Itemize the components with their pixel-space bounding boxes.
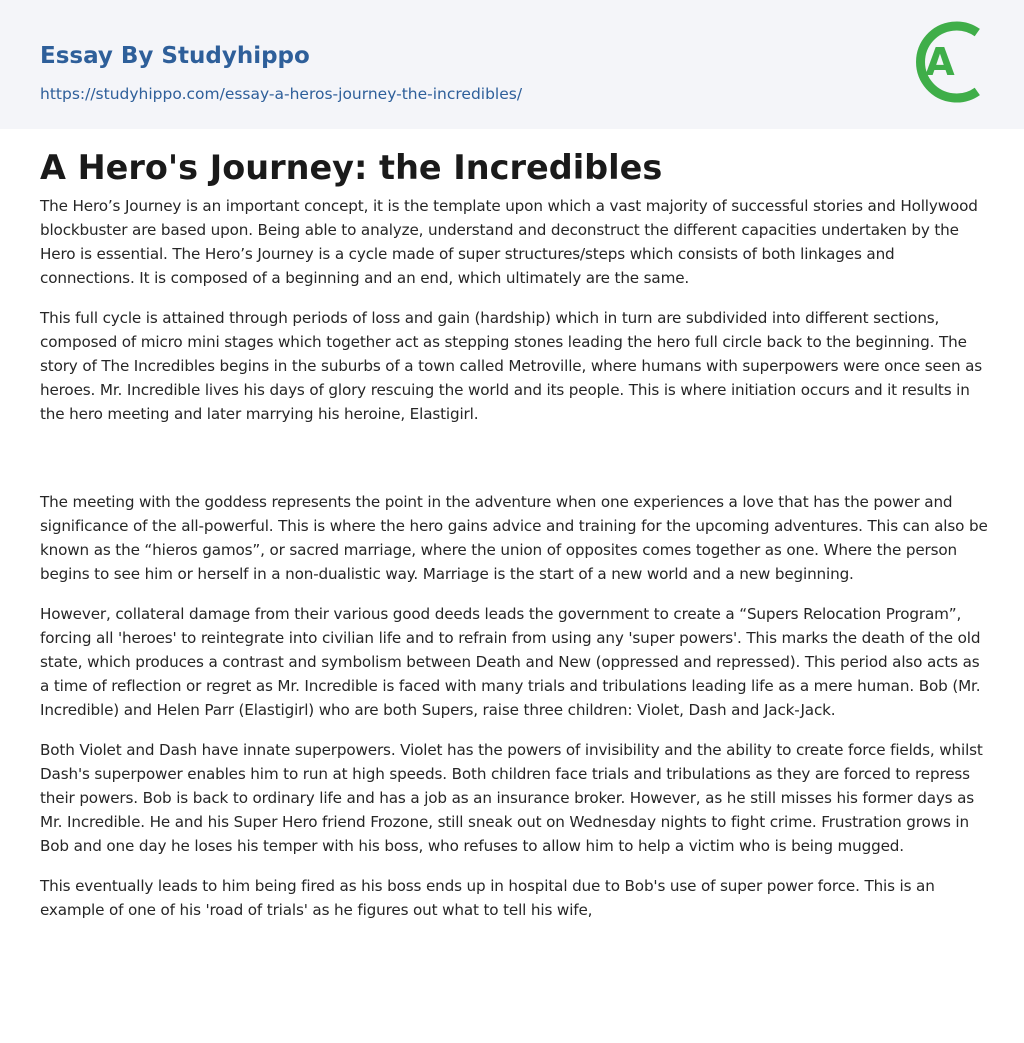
essay-paragraph-6: This eventually leads to him being fired as his boss ends up in hospital due to Bob's use of super power force. This is an example of one of his 'road of trials' as he figures out what to tell his wife, bbox=[40, 877, 935, 919]
essay-url-link[interactable]: https://studyhippo.com/essay-a-heros-journey-the-incredibles/ bbox=[40, 85, 523, 103]
site-brand-title[interactable]: Essay By Studyhippo bbox=[40, 43, 310, 69]
studyhippo-logo-icon[interactable] bbox=[910, 18, 990, 108]
essay-paragraph-1: The Hero’s Journey is an important concept, it is the template upon which a vast majority of successful stories and Hollywood blockbuster are based upon. Being able to analyze, understand and deconstruct the different capacities undertaken by the Hero is essential. The Hero’s Journey is a cycle made of super structures/steps which consists of both linkages and connections. It is composed of a beginning and an end, which ultimately are the same. bbox=[40, 197, 978, 287]
essay-paragraph-4: However, collateral damage from their various good deeds leads the government to create a “Supers Relocation Program”, forcing all 'heroes' to reintegrate into civilian life and to refrain from using any 'super powers'. This marks the death of the old state, which produces a contrast and symbolism between Death and New (oppressed and repressed). This period also acts as a time of reflection or regret as Mr. Incredible is faced with many trials and tribulations leading life as a mere human. Bob (Mr. Incredible) and Helen Parr (Elastigirl) who are both Supers, raise three children: Violet, Dash and Jack-Jack. bbox=[40, 605, 981, 719]
essay-paragraph-2: This full cycle is attained through periods of loss and gain (hardship) which in turn are subdivided into different sections, composed of micro mini stages which together act as stepping stones leading the hero full circle back to the beginning. The story of The Incredibles begins in the suburbs of a town called Metroville, where humans with superpowers were once seen as heroes. Mr. Incredible lives his days of glory rescuing the world and its people. This is where initiation occurs and it results in the hero meeting and later marrying his heroine, Elastigirl. bbox=[40, 309, 983, 423]
essay-title: A Hero's Journey: the Incredibles bbox=[40, 148, 663, 187]
essay-article bbox=[40, 146, 988, 922]
essay-paragraph-3: The meeting with the goddess represents the point in the adventure when one experiences a love that has the power and significance of the all-powerful. This is where the hero gains advice and training for the upcoming adventures. This can also be known as the “hieros gamos”, or sacred marriage, where the union of opposites comes together as one. Where the person begins to see him or herself in a non-dualistic way. Marriage is the start of a new world and a new beginning. bbox=[40, 493, 988, 583]
logo-letter: A bbox=[925, 40, 955, 84]
essay-paragraph-5: Both Violet and Dash have innate superpowers. Violet has the powers of invisibility and the ability to create force fields, whilst Dash's superpower enables him to run at high speeds. Both children face trials and tribulations as they are forced to repress their powers. Bob is back to ordinary life and has a job as an insurance broker. However, as he still misses his former days as Mr. Incredible. He and his Super Hero friend Frozone, still sneak out on Wednesday nights to fight crime. Frustration grows in Bob and one day he loses his temper with his boss, who refuses to allow him to help a victim who is being mugged. bbox=[40, 741, 983, 855]
site-header bbox=[0, 0, 1024, 129]
